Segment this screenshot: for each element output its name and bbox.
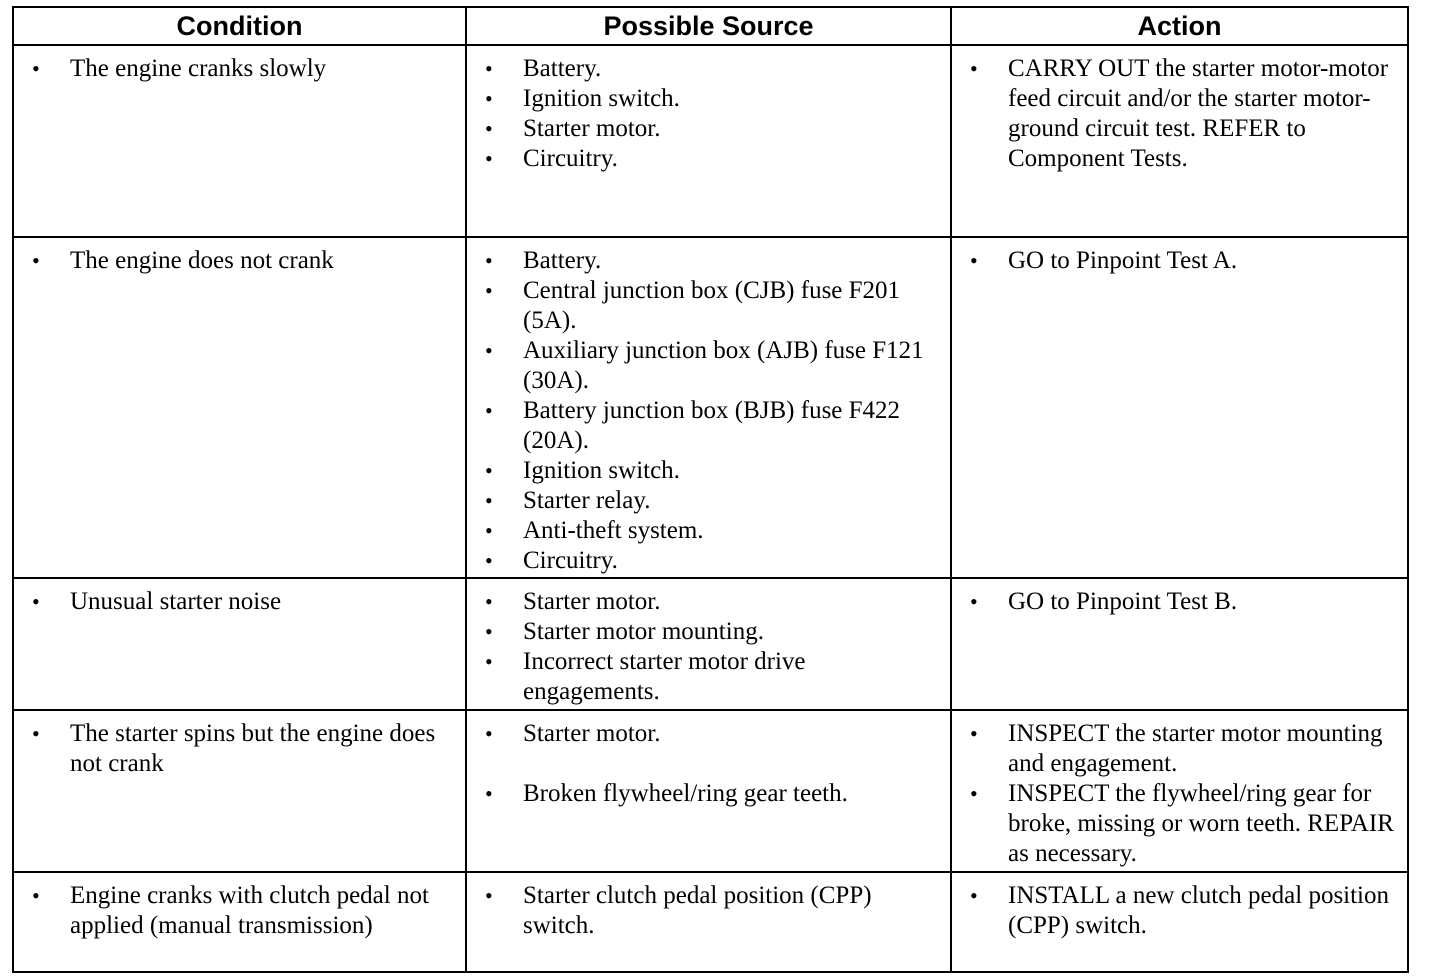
source-cell — [466, 710, 951, 872]
source-item: • Circuitry. — [467, 144, 942, 174]
source-column-header: Possible Source — [466, 7, 951, 45]
condition-cell — [13, 710, 466, 872]
action-item: • GO to Pinpoint Test A. — [952, 246, 1399, 276]
source-item: • Starter motor. — [467, 587, 942, 617]
action-item: • CARRY OUT the starter motor-motor feed circuit and/or the starter motor-ground circuit test. REFER to Component Tests. — [952, 54, 1399, 174]
source-item: • Starter clutch pedal position (CPP) switch. — [467, 881, 942, 941]
condition-item: • Unusual starter noise — [14, 587, 457, 617]
action-column-header: Action — [951, 7, 1408, 45]
source-item: • Starter motor mounting. — [467, 617, 942, 647]
action-item: • INSTALL a new clutch pedal position (CPP) switch. — [952, 881, 1399, 941]
source-item: • Ignition switch. — [467, 456, 942, 486]
action-item: • INSPECT the starter motor mounting and engagement. — [952, 719, 1399, 779]
condition-item: • Engine cranks with clutch pedal not applied (manual transmission) — [14, 881, 457, 941]
table-row — [13, 237, 1408, 578]
action-cell — [951, 578, 1408, 710]
source-item: • Central junction box (CJB) fuse F201 (5A). — [467, 276, 942, 336]
header-row — [13, 7, 1408, 45]
source-item: • Ignition switch. — [467, 84, 942, 114]
source-cell — [466, 45, 951, 237]
source-item: • Battery. — [467, 54, 942, 84]
action-cell — [951, 237, 1408, 578]
source-item: • Incorrect starter motor drive engagements. — [467, 647, 942, 707]
condition-cell — [13, 45, 466, 237]
condition-column-header: Condition — [13, 7, 466, 45]
source-item: • Circuitry. — [467, 546, 942, 576]
condition-cell — [13, 578, 466, 710]
action-cell — [951, 45, 1408, 237]
action-item: • GO to Pinpoint Test B. — [952, 587, 1399, 617]
condition-cell — [13, 872, 466, 972]
table-row — [13, 45, 1408, 237]
source-cell — [466, 578, 951, 710]
condition-item: • The engine cranks slowly — [14, 54, 457, 84]
symptom-chart-table — [12, 6, 1409, 973]
source-item: • Starter relay. — [467, 486, 942, 516]
source-item: • Starter motor. — [467, 719, 942, 749]
source-item: • Auxiliary junction box (AJB) fuse F121 (30A). — [467, 336, 942, 396]
action-cell — [951, 710, 1408, 872]
source-cell — [466, 872, 951, 972]
source-item: • Battery junction box (BJB) fuse F422 (20A). — [467, 396, 942, 456]
condition-item: • The starter spins but the engine does not crank — [14, 719, 457, 779]
table-row — [13, 578, 1408, 710]
source-item: • Anti-theft system. — [467, 516, 942, 546]
source-cell — [466, 237, 951, 578]
action-cell — [951, 872, 1408, 972]
source-item: • Broken flywheel/ring gear teeth. — [467, 779, 942, 809]
condition-cell — [13, 237, 466, 578]
action-item: • INSPECT the flywheel/ring gear for broke, missing or worn teeth. REPAIR as necessary. — [952, 779, 1399, 869]
table-row — [13, 710, 1408, 872]
condition-item: • The engine does not crank — [14, 246, 457, 276]
source-item: • Starter motor. — [467, 114, 942, 144]
source-item: • Battery. — [467, 246, 942, 276]
table-row — [13, 872, 1408, 972]
